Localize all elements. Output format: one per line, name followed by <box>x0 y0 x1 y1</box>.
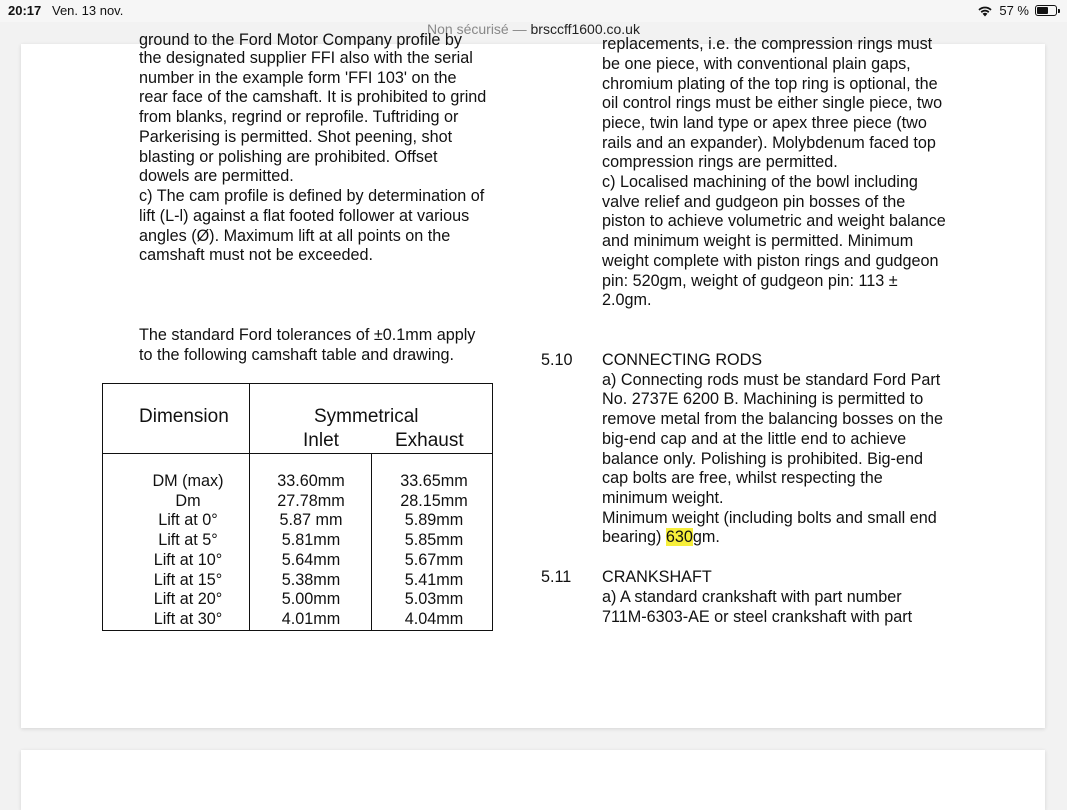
paragraph-line: oil control rings must be either single piece, two <box>602 94 943 112</box>
section-510-title: CONNECTING RODS <box>602 351 763 369</box>
paragraph-line: number in the example form 'FFI 103' on the <box>139 69 457 87</box>
paragraph-line: chromium plating of the top ring is optional, the <box>602 75 938 93</box>
paragraph-line: and minimum weight is permitted. Minimum <box>602 232 914 250</box>
table-cell: 27.78mm <box>277 491 345 510</box>
paragraph-line: rails and an expander). Molybdenum faced top <box>602 134 936 152</box>
table-cell: 5.89mm <box>404 511 464 530</box>
paragraph-line: Minimum weight (including bolts and small end <box>602 509 937 527</box>
table-cell: 33.65mm <box>400 472 468 490</box>
paragraph-line: blasting or polishing are prohibited. Offset <box>139 148 438 166</box>
paragraph-line: camshaft must not be exceeded. <box>139 246 373 264</box>
paragraph-line: pin: 520gm, weight of gudgeon pin: 113 ± <box>602 272 898 290</box>
table-cell: 5.81mm <box>281 531 341 550</box>
url-domain: brsccff1600.co.uk <box>530 21 640 37</box>
paragraph-line: compression rings are permitted. <box>602 153 838 171</box>
tolerance-line: The standard Ford tolerances of ±0.1mm apply <box>139 326 476 344</box>
inlet-column <box>253 472 369 630</box>
header-exhaust: Exhaust <box>395 430 464 451</box>
battery-icon <box>1035 5 1057 16</box>
table-cell: Dm <box>175 491 201 510</box>
bearing-text: bearing) <box>602 528 666 546</box>
insecure-label: Non sécurisé <box>427 21 509 37</box>
url-separator: — <box>508 21 531 37</box>
next-document-page[interactable] <box>21 750 1045 810</box>
exhaust-column <box>376 472 492 630</box>
paragraph-line: weight complete with piston rings and gudgeon <box>602 252 939 270</box>
table-cell: Lift at 0° <box>158 511 218 530</box>
table-column-divider <box>249 384 250 630</box>
table-cell: 4.04mm <box>404 609 464 628</box>
table-cell: 5.00mm <box>281 590 341 609</box>
table-cell: 5.38mm <box>281 570 341 589</box>
paragraph-line: cap bolts are free, whilst respecting the <box>602 469 883 487</box>
ios-status-bar <box>0 0 1067 22</box>
paragraph-line: No. 2737E 6200 B. Machining is permitted to <box>602 390 924 408</box>
tolerance-line: to the following camshaft table and drawing. <box>139 346 454 364</box>
paragraph-line: rear face of the camshaft. It is prohibited to grind <box>139 88 487 106</box>
table-cell: Lift at 15° <box>153 570 223 589</box>
section-511-title: CRANKSHAFT <box>602 568 712 586</box>
left-cut-line: ground to the Ford Motor Company profile by <box>139 31 463 49</box>
table-header-divider <box>103 453 492 454</box>
table-cell: 5.85mm <box>404 531 464 550</box>
highlighted-weight: 630 <box>665 528 693 546</box>
status-right-group <box>977 3 1057 18</box>
paragraph-line: a) A standard crankshaft with part number <box>602 588 902 606</box>
table-cell: 5.87 mm <box>279 511 343 530</box>
table-cell: 28.15mm <box>400 491 468 510</box>
paragraph-line: 2.0gm. <box>602 291 652 309</box>
paragraph-line: lift (L-l) against a flat footed follower at various <box>139 207 470 225</box>
table-cell: Lift at 10° <box>153 550 223 569</box>
paragraph-line: the designated supplier FFI also with the serial <box>139 49 473 67</box>
status-time: 20:17 <box>8 3 42 18</box>
paragraph-line: be one piece, with conventional plain gaps, <box>602 55 911 73</box>
header-inlet: Inlet <box>303 430 339 451</box>
weight-unit: gm. <box>692 528 720 546</box>
paragraph-line: 711M-6303-AE or steel crankshaft with part <box>602 608 913 626</box>
table-cell: 5.41mm <box>404 570 464 589</box>
status-date: Ven. 13 nov. <box>52 3 124 18</box>
section-511-number: 5.11 <box>541 568 572 586</box>
wifi-icon <box>977 5 993 17</box>
paragraph-line: a) Connecting rods must be standard Ford Part <box>602 371 941 389</box>
table-cell: Lift at 20° <box>153 590 223 609</box>
camshaft-table <box>102 383 493 631</box>
table-column-divider <box>371 453 372 630</box>
table-cell: DM (max) <box>152 472 224 490</box>
paragraph-line: c) Localised machining of the bowl including <box>602 173 918 191</box>
section-510-number: 5.10 <box>541 351 573 369</box>
document-page[interactable] <box>21 31 1045 728</box>
header-symmetrical: Symmetrical <box>314 406 419 427</box>
paragraph-line: c) The cam profile is defined by determination of <box>139 187 485 205</box>
dimension-column <box>133 472 243 630</box>
paragraph-line: from blanks, regrind or reprofile. Tuftriding or <box>139 108 459 126</box>
paragraph-line: piece, twin land type or apex three piece (two <box>602 114 927 132</box>
header-dimension: Dimension <box>139 406 229 427</box>
table-cell: 5.64mm <box>281 550 341 569</box>
table-cell: Lift at 30° <box>153 609 223 628</box>
battery-percent: 57 % <box>999 3 1029 18</box>
table-cell: Lift at 5° <box>158 531 218 550</box>
paragraph-line: Parkerising is permitted. Shot peening, shot <box>139 128 453 146</box>
table-cell: 33.60mm <box>277 472 345 490</box>
paragraph-line: balance only. Polishing is prohibited. Big-end <box>602 450 923 468</box>
right-cut-line: replacements, i.e. the compression rings must <box>602 35 933 53</box>
paragraph-line <box>602 528 720 548</box>
paragraph-line: minimum weight. <box>602 489 724 507</box>
table-cell: 4.01mm <box>281 609 341 628</box>
paragraph-line: big-end cap and at the little end to achieve <box>602 430 907 448</box>
paragraph-line: dowels are permitted. <box>139 167 294 185</box>
paragraph-line: valve relief and gudgeon pin bosses of the <box>602 193 906 211</box>
paragraph-line: angles (Ø). Maximum lift at all points on the <box>139 227 451 245</box>
table-cell: 5.67mm <box>404 550 464 569</box>
paragraph-line: piston to achieve volumetric and weight balance <box>602 212 946 230</box>
paragraph-line: remove metal from the balancing bosses on the <box>602 410 944 428</box>
table-cell: 5.03mm <box>404 590 464 609</box>
